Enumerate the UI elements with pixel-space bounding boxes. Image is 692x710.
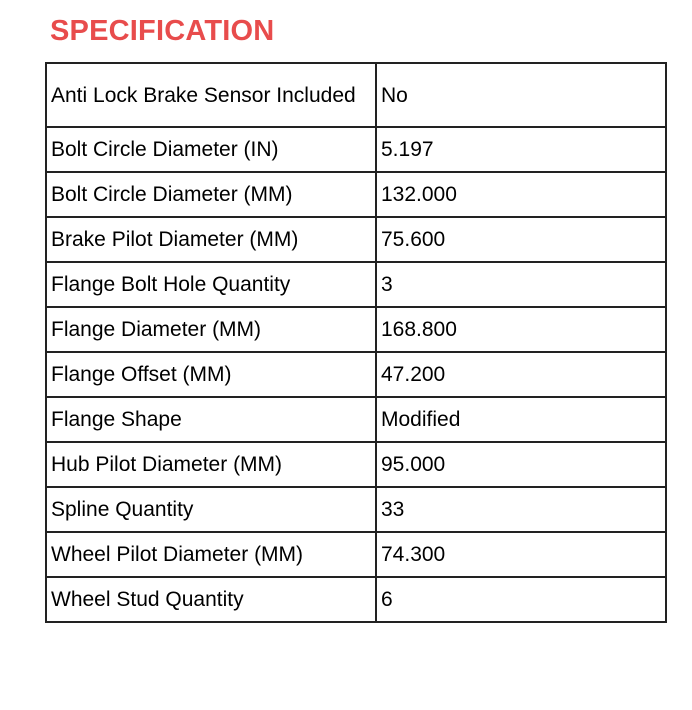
spec-label: Flange Offset (MM): [46, 352, 376, 397]
spec-value: 33: [376, 487, 666, 532]
spec-value: 74.300: [376, 532, 666, 577]
spec-row-anti-lock-brake-sensor: [46, 63, 666, 127]
spec-row-wheel-stud-quantity: [46, 577, 666, 622]
spec-row-bolt-circle-diameter-mm: [46, 172, 666, 217]
spec-label: Anti Lock Brake Sensor Included: [46, 63, 376, 127]
spec-row-bolt-circle-diameter-in: [46, 127, 666, 172]
spec-value: 168.800: [376, 307, 666, 352]
spec-value: 5.197: [376, 127, 666, 172]
spec-row-hub-pilot-diameter: [46, 442, 666, 487]
spec-label: Bolt Circle Diameter (MM): [46, 172, 376, 217]
spec-value: 95.000: [376, 442, 666, 487]
spec-value: Modified: [376, 397, 666, 442]
spec-row-flange-offset: [46, 352, 666, 397]
spec-label: Flange Diameter (MM): [46, 307, 376, 352]
spec-label: Spline Quantity: [46, 487, 376, 532]
specification-table-body: [46, 63, 666, 622]
specification-heading: SPECIFICATION: [50, 15, 275, 47]
spec-value: 75.600: [376, 217, 666, 262]
spec-label: Hub Pilot Diameter (MM): [46, 442, 376, 487]
spec-value: 132.000: [376, 172, 666, 217]
spec-row-flange-diameter: [46, 307, 666, 352]
spec-value: No: [376, 63, 666, 127]
spec-label: Wheel Stud Quantity: [46, 577, 376, 622]
spec-row-flange-shape: [46, 397, 666, 442]
spec-label: Flange Bolt Hole Quantity: [46, 262, 376, 307]
spec-row-spline-quantity: [46, 487, 666, 532]
spec-label: Wheel Pilot Diameter (MM): [46, 532, 376, 577]
spec-row-wheel-pilot-diameter: [46, 532, 666, 577]
spec-value: 3: [376, 262, 666, 307]
specification-table: [45, 62, 667, 623]
spec-value: 47.200: [376, 352, 666, 397]
spec-row-brake-pilot-diameter: [46, 217, 666, 262]
spec-row-flange-bolt-hole-quantity: [46, 262, 666, 307]
spec-label: Bolt Circle Diameter (IN): [46, 127, 376, 172]
spec-label: Brake Pilot Diameter (MM): [46, 217, 376, 262]
spec-label: Flange Shape: [46, 397, 376, 442]
spec-value: 6: [376, 577, 666, 622]
